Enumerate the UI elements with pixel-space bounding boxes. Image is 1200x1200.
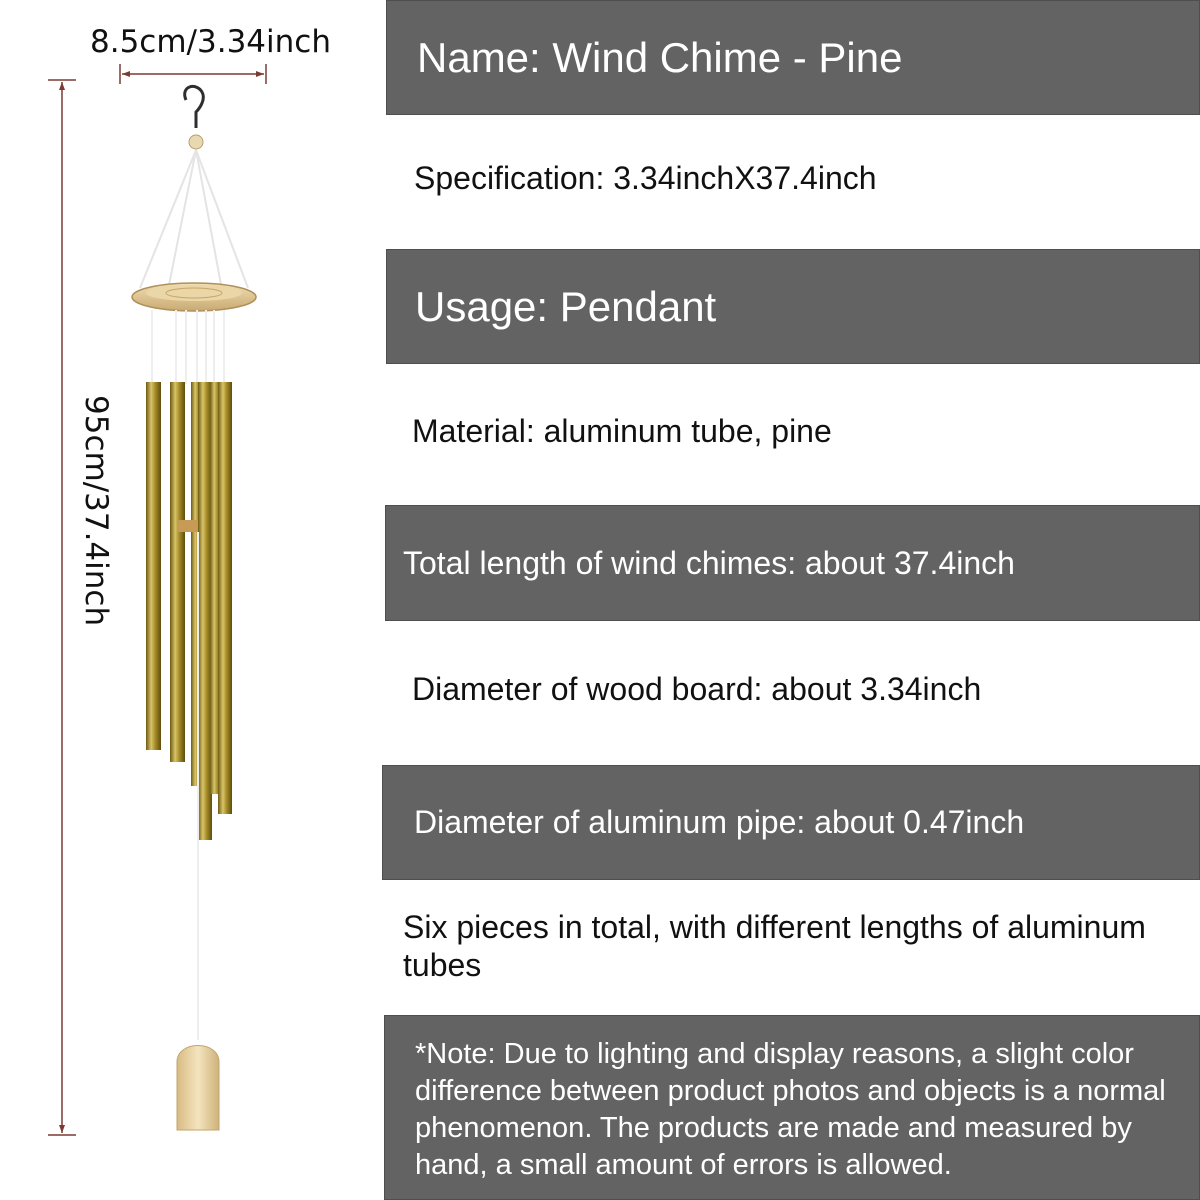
usage-text: Usage: Pendant [415, 282, 717, 330]
material-text: Material: aluminum tube, pine [412, 413, 832, 449]
striker [178, 520, 198, 532]
tube-4 [198, 382, 212, 840]
note-text: *Note: Due to lighting and display reasons, a slight color difference between product photos and objects is a normal phenomenon. The products are made and measured by hand, a small amount of errors is allowed. [415, 1038, 1166, 1181]
hanging-strings [140, 150, 248, 290]
total-length-text: Total length of wind chimes: about 37.4inch [403, 544, 1015, 581]
pipe-diameter-text: Diameter of aluminum pipe: about 0.47inch [414, 804, 1025, 840]
note-band [384, 1015, 1200, 1200]
specification-text: Specification: 3.34inchX37.4inch [414, 160, 877, 196]
height-dimension-line [48, 80, 76, 1135]
product-name: Name: Wind Chime - Pine [417, 33, 903, 81]
aluminum-tubes [146, 382, 232, 840]
product-figure [0, 0, 380, 1200]
tube-1 [146, 382, 161, 750]
width-dimension-label: 8.5cm/3.34inch [90, 24, 331, 60]
pipe-diameter-band [382, 765, 1200, 880]
height-dimension-label: 95cm/37.4inch [78, 395, 114, 627]
wind-chime-illustration [0, 0, 380, 1200]
tube-2 [170, 382, 185, 762]
tube-strings [152, 310, 224, 384]
usage-band [386, 249, 1200, 364]
pine-wood-board [132, 283, 256, 311]
total-length-band [385, 505, 1200, 621]
tube-count-text: Six pieces in total, with different lengths of aluminum tubes [403, 909, 1146, 983]
wind-sail [177, 1046, 219, 1131]
tube-6 [218, 382, 232, 814]
name-band [386, 0, 1200, 115]
wood-diameter-text: Diameter of wood board: about 3.34inch [412, 671, 982, 707]
width-dimension-line [120, 64, 266, 84]
hook-icon [185, 86, 204, 149]
